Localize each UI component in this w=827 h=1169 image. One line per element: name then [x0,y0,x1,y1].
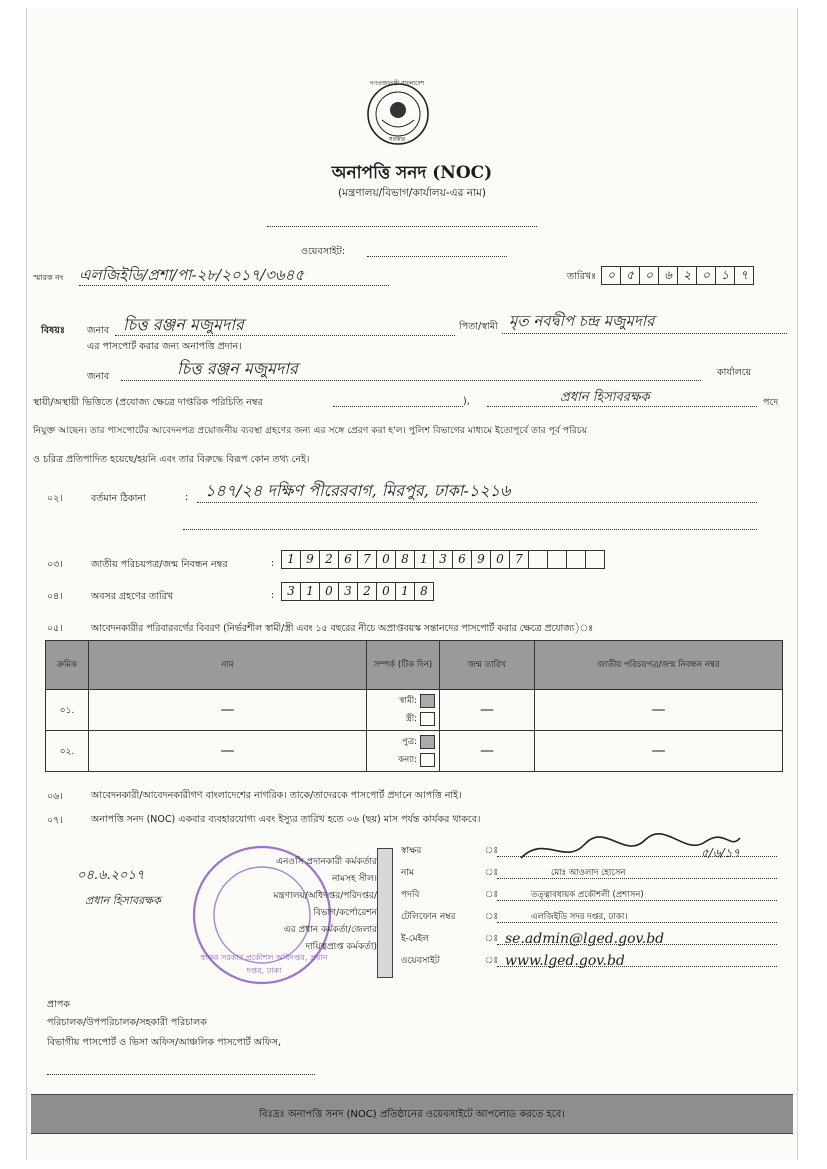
date-digit: ১ [715,266,735,285]
field-signature: স্বাক্ষর ঃ ৫/৬/১৭ [401,840,781,862]
issuer-line-6: দায়িত্বপ্রাপ্ত কর্মকর্তা) [305,942,377,952]
bracket-bar [377,848,393,978]
field-email-value: se.admin@lged.gov.bd [505,931,665,947]
nid-digit: 9 [300,550,320,569]
field-designation-value: তত্ত্বাবধায়ক প্রকৌশলী (প্রশাসন) [531,890,644,900]
handwritten-date: ০৪.৬.২০১৭ [77,868,145,883]
nid-digit: 1 [414,550,434,569]
nid-digit [566,550,586,569]
field-name-label: নাম [401,868,414,878]
retire-digit: 2 [357,582,377,601]
subject-name-line [115,335,455,336]
row-nid: — [535,690,783,731]
item-02-number: ০২। [47,493,63,504]
ministry-name-line [267,226,537,227]
row-nid: — [535,731,783,772]
nid-digit [585,550,605,569]
field-email-label: ই-মেইল [401,934,429,944]
footer-note: বিঃদ্রঃ অনাপত্তি সনদ (NOC) প্রতিষ্ঠানের ওয়েবসাইটে আপলোড করতে হবে। [259,1109,565,1120]
address-value: ১৪৭/২৪ দক্ষিণ পীরেরবাগ, মিরপুর, ঢাকা-১২১৬ [205,481,511,500]
subject-name: চিত্ত রঞ্জন মজুমদার [123,315,244,334]
seal-inner-text: সরকার [388,136,406,143]
field-website: ওয়েবসাইট ঃ www.lged.gov.bd [401,950,781,972]
address-colon: : [185,492,189,503]
handwritten-post: প্রধান হিসাবরক্ষক [85,894,161,907]
body-mr-label: জনাব [87,371,110,382]
family-table-header [46,641,783,690]
post-value: প্রধান হিসাবরক্ষক [560,390,650,405]
issuer-line-1: এনওসি প্রদানকারী কর্মকর্তার [276,857,377,867]
nid-digit: 0 [490,550,510,569]
field-signature-label: স্বাক্ষর [401,846,422,856]
page-title: অনাপত্তি সনদ (NOC) [331,163,493,183]
row-serial: ০১. [46,690,89,731]
website-line [367,256,507,257]
recipient-label: প্রাপক [47,999,70,1010]
retire-boxes [281,582,433,601]
retire-digit: 1 [300,582,320,601]
field-phone: টেলিফোন নম্বর ঃ এলজিইডি সদর দপ্তর, ঢাকা। [401,906,781,928]
address-line-2 [183,529,757,530]
note-07-text: অনাপত্তি সনদ (NOC) একবার ব্যবহারযোগ্য এবং ইস্যুর তারিখ হতে ০৬ (ছয়) মাস পর্যন্ত কার্যকর থাকবে। [91,814,481,825]
nid-digit: 6 [338,550,358,569]
body-name: চিত্ত রঞ্জন মজুমদার [177,359,298,378]
nid-digit: 3 [433,550,453,569]
field-phone-value: এলজিইডি সদর দপ্তর, ঢাকা। [531,912,628,922]
col-name: নাম [89,641,367,690]
item-04-number: ০৪। [47,591,63,602]
row-dob: — [440,690,535,731]
nid-digit [528,550,548,569]
row-relation [367,731,440,772]
col-dob: জন্ম তারিখ [440,641,535,690]
document-sheet [26,8,798,1160]
body-paragraph-line2: ও চরিত্র প্রতিপাদিত হয়েছে/হয়নি এবং তার বিরুদ্ধে বিরূপ কোন তথ্য নেই। [33,454,310,465]
item-05-number: ০৫। [47,623,63,634]
nid-digit: 8 [395,550,415,569]
issuer-line-3: মন্ত্রণালয়/অধিদপ্তর/পরিদপ্তর/ [273,891,377,901]
father-name: মৃত নবদ্বীপ চন্দ্র মজুমদার [509,312,655,330]
nid-digit [547,550,567,569]
date-digit: ০ [639,266,659,285]
footer-note-bar [31,1094,793,1134]
nid-digit: 2 [319,550,339,569]
memo-number: এলজিইডি/প্রশা/পা-২৮/২০১৭/৩৬৪৫ [79,266,305,284]
address-label: বর্তমান ঠিকানা [91,493,146,504]
relation-wife-label: স্ত্রী: [405,714,417,724]
field-designation: পদবি ঃ তত্ত্বাবধায়ক প্রকৌশলী (প্রশাসন) [401,884,781,906]
sign-date: ৫/৬/১৭ [701,846,741,860]
recipient-line1: পরিচালক/উপপরিচালক/সহকারী পরিচালক [47,1017,207,1028]
relation-husband-label: স্বামী: [399,696,417,706]
row-dob: — [440,731,535,772]
item-07-number: ০৭। [47,815,63,826]
website-label: ওয়েবসাইট: [301,246,346,257]
relation-daughter-label: কন্যা: [398,755,417,765]
stamp-text: স্বাক্ষর সরকার প্রকৌশল অধিদপ্তর, প্রধান দপ্তর, ঢাকা [200,953,328,975]
note-06-text: আবেদনকারী/আবেদনকারীগণ বাংলাদেশের নাগরিক। তাকে/তাদেরকে পাসপোর্ট প্রদানে আপত্তি নাই। [91,790,462,801]
retire-colon: : [271,590,275,601]
retire-digit: 1 [395,582,415,601]
official-id-line [333,406,463,407]
nid-digit: 9 [471,550,491,569]
nid-digit: 1 [281,550,301,569]
issuer-left-lines [237,854,377,956]
date-boxes [601,266,753,285]
permanence-text: স্থায়ী/অস্থায়ী ভিত্তিতে (প্রযোজ্য ক্ষেত্রে দাপ্তরিক পরিচিতি নম্বর [33,397,263,408]
body-paragraph-line1: নিযুক্ত আছেন। তার পাসপোর্টের আবেদনপত্র প্রয়োজনীয় ব্যবস্থা গ্রহণের জন্য এর সঙ্গে প্রেরণ করা হ'ল। পুলিশ বিভাগের মাধ্যমে ইতোপূর্বে তার পূর্ব পরিচয় [33,425,588,436]
issuer-line-4: বিভাগ/কর্পোরেশন [313,908,377,918]
recipient-address-line [47,1074,315,1075]
nid-digit: 0 [376,550,396,569]
field-designation-label: পদবি [401,890,420,900]
subject-label: বিষয়ঃ [41,325,65,336]
subject-line2: এর পাসপোর্ট করার জন্য অনাপত্তি প্রদান। [87,341,242,352]
relation-son-label: পুত্র: [402,737,417,747]
retire-label: অবসর গ্রহণের তারিখ [91,591,174,602]
address-line-1 [197,502,757,503]
father-label: পিতা/স্বামী [459,321,498,332]
field-website-value: www.lged.gov.bd [505,953,625,969]
field-name: নাম ঃ মোঃ আওলাদ হোসেন [401,862,781,884]
col-serial: ক্রমিক [46,641,89,690]
retire-digit: 8 [414,582,434,601]
relation-son-checkbox[interactable] [420,735,435,749]
date-digit: ০ [696,266,716,285]
signature-scribble-icon [515,830,745,870]
field-phone-label: টেলিফোন নম্বর [401,912,456,922]
table-row [46,690,783,731]
nid-digit: 7 [357,550,377,569]
nid-digit: 6 [452,550,472,569]
seal-outer-text: গণপ্রজাতন্ত্রী বাংলাদেশ [369,80,425,87]
issuer-line-2: নামসহ সীল। [332,874,377,884]
nid-colon: : [271,558,275,569]
post-label: পদে [763,397,779,408]
field-website-label: ওয়েবসাইট [401,956,440,966]
nid-digit: 7 [509,550,529,569]
field-name-value: মোঃ আওলাদ হোসেন [551,868,626,878]
paren-close: ), [463,396,470,407]
page-subtitle: (মন্ত্রণালয়/বিভাগ/কার্যালয়-এর নাম) [338,187,486,199]
date-digit: ২ [677,266,697,285]
date-digit: ৬ [658,266,678,285]
body-name-line [121,380,701,381]
retire-digit: 3 [338,582,358,601]
nid-boxes [281,550,604,569]
col-relation: সম্পর্ক (টিক দিন) [367,641,440,690]
relation-husband-checkbox[interactable] [420,694,435,708]
item-06-number: ০৬। [47,791,63,802]
father-name-line [502,333,787,334]
subject-mr-label: জনাব [87,325,110,336]
row-name: — [89,731,367,772]
retire-digit: 0 [319,582,339,601]
col-nid: জাতীয় পরিচয়পত্র/জন্ম নিবন্ধন নম্বর [535,641,783,690]
memo-label: স্মারক নং [33,273,64,282]
date-digit: ০ [601,266,621,285]
family-table [45,640,783,772]
date-digit: ৭ [734,266,754,285]
item-03-number: ০৩। [47,559,63,570]
field-email: ই-মেইল ঃ se.admin@lged.gov.bd [401,928,781,950]
table-row [46,731,783,772]
retire-digit: 3 [281,582,301,601]
row-relation [367,690,440,731]
recipient-line2: বিভাগীয় পাসপোর্ট ও ভিসা অফিস/আঞ্চলিক পাসপোর্ট অফিস, [47,1037,282,1048]
issuer-line-5: এর প্রধান কর্মকর্তা/জেলার [283,925,377,935]
date-digit: ৫ [620,266,640,285]
relation-wife-checkbox[interactable] [420,712,435,726]
nid-label: জাতীয় পরিচয়পত্র/জন্ম নিবন্ধন নম্বর [91,559,228,570]
office-label: কার্যালয়ে [717,367,752,378]
row-name: — [89,690,367,731]
retire-digit: 0 [376,582,396,601]
relation-daughter-checkbox[interactable] [420,753,435,767]
date-label: তারিখঃ [567,271,597,282]
memo-line [79,285,389,286]
family-label: আবেদনকারীর পরিবারবর্গের বিবরণ (নির্ভরশীল স্বামী/স্ত্রী এবং ১৫ বছরের নীচে অপ্রাপ্তবয়স্ক সন্তানদের পাসপোর্ট করার ক্ষেত্রে প্রযোজ্য)ঃ [91,623,594,634]
row-serial: ০২. [46,731,89,772]
